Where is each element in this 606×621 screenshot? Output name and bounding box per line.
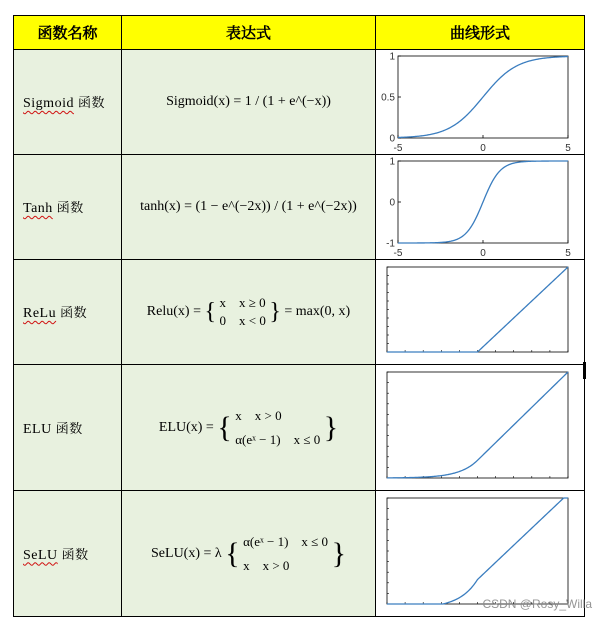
- function-name-cn: 函数: [77, 96, 105, 111]
- cases-block: [243, 530, 328, 578]
- y-tick-label: 0: [389, 133, 395, 145]
- case-line: α(eˣ − 1) x ≤ 0: [243, 533, 329, 549]
- table-edge-mark: [583, 362, 586, 379]
- header-curve: 曲线形式: [376, 16, 585, 50]
- y-tick-label: 0.5: [381, 92, 395, 104]
- brace-left: {: [225, 536, 240, 570]
- formula-rhs: 1 / (1 + e^(−x)): [244, 94, 331, 109]
- formula-lhs: SeLU(x) = λ: [151, 545, 222, 561]
- function-name-cn: 函数: [60, 306, 88, 321]
- x-tick-label: 0: [480, 248, 486, 259]
- case-line: x x ≥ 0: [219, 295, 266, 310]
- formula-lhs: Sigmoid(x) =: [166, 94, 242, 109]
- function-name-cn: 函数: [56, 201, 84, 216]
- elu-plot: [376, 365, 585, 490]
- y-tick-label: 0: [389, 197, 395, 209]
- x-tick-label: -5: [393, 143, 403, 154]
- table-row: [14, 260, 585, 365]
- watermark: CSDN @Rosy_Willa: [482, 597, 592, 611]
- table-row: [14, 50, 585, 155]
- x-tick-label: 5: [565, 248, 571, 259]
- function-name-cell: [14, 491, 122, 617]
- cases-block: [235, 404, 320, 452]
- table-row: [14, 155, 585, 260]
- sigmoid-plot: [376, 50, 585, 154]
- plot-frame: [387, 267, 568, 352]
- brace-left: {: [204, 298, 216, 325]
- case-line: 0 x < 0: [219, 313, 266, 328]
- function-name-en: Sigmoid: [23, 96, 74, 111]
- curve-cell: [376, 365, 585, 491]
- x-tick-label: 5: [565, 143, 571, 154]
- function-name-cn: 函数: [55, 421, 83, 437]
- function-name-cell: [14, 155, 122, 260]
- formula-lhs: Relu(x) =: [146, 304, 201, 320]
- plot-frame: [387, 498, 568, 604]
- formula-cell: [122, 491, 376, 617]
- curve-cell: [376, 50, 585, 155]
- brace-left: {: [217, 410, 232, 444]
- case-line: α(eˣ − 1) x ≤ 0: [235, 431, 321, 447]
- function-name-en: ReLu: [23, 306, 57, 321]
- formula-cell: [122, 260, 376, 365]
- function-name-cell: [14, 50, 122, 155]
- function-name-cell: [14, 365, 122, 491]
- function-name-en: ELU: [23, 421, 52, 437]
- formula-lhs: ELU(x) =: [158, 419, 214, 435]
- formula-lhs: tanh(x) =: [140, 199, 192, 214]
- formula-cell: [122, 365, 376, 491]
- function-name-en: Tanh: [23, 201, 53, 216]
- case-line: x x > 0: [243, 557, 290, 573]
- header-function-name: 函数名称: [14, 16, 122, 50]
- y-tick-label: 1: [389, 51, 395, 63]
- relu-plot: [376, 260, 585, 364]
- plot-frame: [387, 372, 568, 478]
- cases-block: [220, 294, 266, 330]
- brace-right: }: [269, 298, 281, 325]
- table-row: [14, 365, 585, 491]
- function-name-en: SeLU: [23, 547, 58, 563]
- header-expression: 表达式: [122, 16, 376, 50]
- formula-cell: [122, 50, 376, 155]
- y-tick-label: -1: [386, 238, 395, 250]
- curve-cell: [376, 155, 585, 260]
- x-tick-label: 0: [480, 143, 486, 154]
- brace-right: }: [331, 536, 346, 570]
- formula-cell: [122, 155, 376, 260]
- x-tick-label: -5: [393, 248, 403, 259]
- brace-right: }: [323, 410, 339, 444]
- case-line: x x > 0: [235, 407, 282, 423]
- function-name-cn: 函数: [61, 547, 89, 563]
- tanh-plot: [376, 155, 585, 259]
- curve-cell: [376, 260, 585, 365]
- activation-function-table: [13, 15, 585, 617]
- formula-rhs: (1 − e^(−2x)) / (1 + e^(−2x)): [195, 199, 357, 214]
- y-tick-label: 1: [389, 156, 395, 168]
- function-name-cell: [14, 260, 122, 365]
- header-row: [14, 16, 585, 50]
- formula-tail: = max(0, x): [284, 304, 351, 320]
